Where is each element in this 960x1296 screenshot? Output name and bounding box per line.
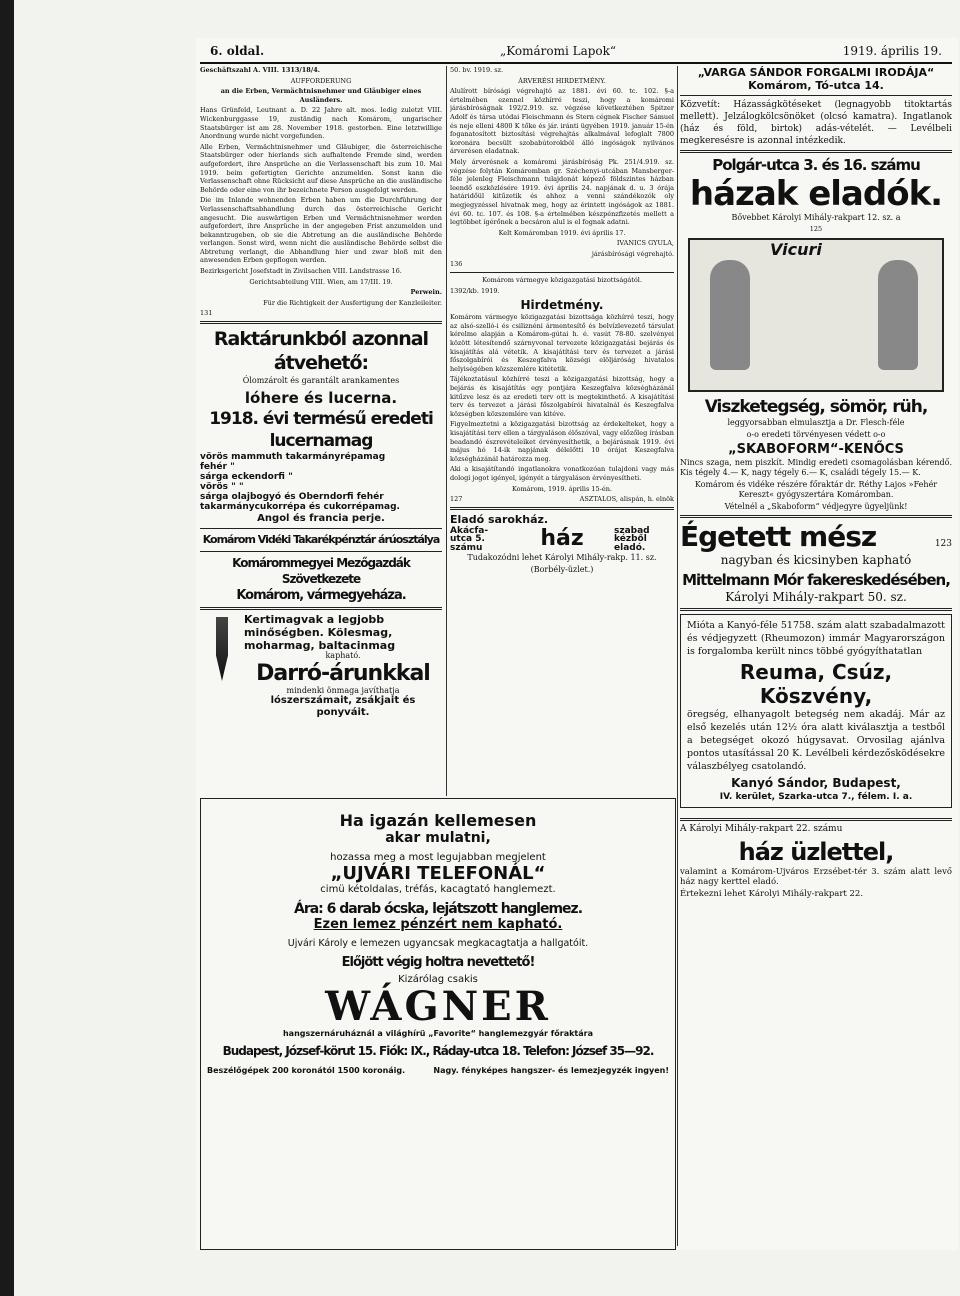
darro-line: lószerszámait, zsákjait és: [270, 695, 416, 707]
lime-ad: [680, 521, 952, 553]
office-address: Komárom, Tó-utca 14.: [748, 79, 884, 92]
wagner-address: Budapest, József-körut 15. Fiók: IX., Ráday-utca 18. Telefon: József 35—92.: [222, 1044, 654, 1058]
record-ad-line: hozassa meg a most legujabban megjelent: [330, 852, 546, 863]
notice-paragraph: Komárom vármegye közigazgatási bizottsága közhírré teszi, hogy az alsó-szelló-i és csiliznéni ármentesítő és belvízlevezető társulat kérelme alapján a Komárom-gútai h. é. vasút 78-80. szelvényei között létesítendő szárnyvonal tervezete közigazgatási bejárás és kisajátítás alá vétetik. A kisajátítási terv és tervezet a járási főszolgabírói és Keszegfalva községi elöljáróság hivatalos helyiségében közszemlére kitétetik.: [450, 313, 674, 373]
spots-text: o-o eredeti törvényesen védett o-o: [746, 429, 886, 439]
seed-row: sárga eckendorfi ": [200, 472, 293, 483]
issue-date: 1919. április 19.: [842, 44, 942, 58]
darro-line: ponyváit.: [316, 707, 370, 719]
notice-title: Hirdetmény.: [520, 298, 604, 313]
lime-firm: Mittelmann Mór fakereskedésében,: [682, 570, 950, 589]
darro-line: kapható.: [325, 651, 361, 661]
notice-paragraph: Figyelmeztetni a közigazgatási bizottság az érdekelteket, hogy a kisajátítási terv ellen a tárgyaláson élőszóval, vagy előzőleg írásban beadandó észrevételeiket érvényesíthetik, a bejárásnak 1919. évi május hó 14-ik napjának délelőtti 10 órájat Keszegfalva községházánál határozza meg.: [450, 420, 674, 463]
column-divider: [677, 66, 678, 1246]
man-figure-icon: [710, 260, 750, 370]
sale-title: Eladó sarokház.: [450, 512, 549, 526]
darro-line: minőségben. Kölesmag,: [244, 626, 393, 640]
rheum-text: Mióta a Kanyó-féle 51758. szám alatt szabadalmazott és védjegyzett (Rheumozon) immár Magyarországon is forgalomba került nincs többé gyógyíthatatlan: [687, 619, 945, 657]
record-ad-footer: [207, 1066, 669, 1075]
lime-text: nagyban és kicsinyben kapható: [720, 552, 912, 567]
rheum-text: öregség, elhanyagolt betegség nem akadáj. Már az első kezelés után 12½ óra alatt kiválasztja a testből a betegséget okozó húgysavat. Orvosilag ajánlva pontos utasítással 20 K. Levélbeli kérdezősködésekre válaszbélyeg csatolandó.: [687, 708, 945, 772]
notice-paragraph: Die im Inlande wohnenden Erben haben um die Durchführung der Verlassenschaftsabhandlung durch das österreichische Gericht angesucht. Die auswärtigen Erben und Vermächtnisnehmer werden aufgefordert, ihre Ansprüche in der angegeben Frist anzumelden und bekanntzugeben, ob sie die Abtretung an die ausländische Behörde verlangen. Sonst wird, wenn nicht die ausländische Behörde selbst die Abtretung verlangt, die Abhandlung hier und zwar bloß mit den anwesenden Erben gepflogen werden.: [200, 196, 442, 265]
notice-number: 131: [200, 309, 213, 318]
column-3: [680, 66, 952, 1246]
seed-ad-coop: Komárommegyei Mezőgazdák Szövetkezete: [232, 556, 410, 587]
page-number: 6. oldal.: [210, 44, 265, 58]
rheumozon-ad: [680, 614, 952, 808]
case-number: Geschäftszahl A. VIII. 1313/18/4.: [200, 66, 320, 74]
skaboform-illustration: [688, 238, 944, 392]
sale-shop: (Borbély-üzlet.): [530, 564, 594, 574]
notice-ref: 1392/kb. 1919.: [450, 286, 500, 295]
ad-number: 123: [934, 538, 952, 549]
spots-text: leggyorsabban elmulasztja a Dr. Flesch-féle: [727, 417, 905, 427]
notice-paragraph: Hans Grünfeld, Leutnant a. D. 22 Jahre alt. mos. ledig zuletzt VIII. Wickenburggasse 19, zuständig nach Komárom, ungarischer Staatsbürger ist am 28. November 1918. gestorben. Eine letztwillige Anordnung wurde nicht vorgefunden.: [200, 106, 442, 141]
darro-name: Darró-árunkkal: [256, 660, 430, 686]
house-shop-headline: ház üzlettel,: [738, 837, 894, 866]
certification: Für die Richtigkeit der Ausfertigung der Kanzleileiter.: [263, 298, 442, 307]
rheum-headline: Reuma, Csúz,: [739, 659, 893, 684]
sale-address: Akácfa-utca 5. számu: [450, 525, 489, 553]
spots-headline: Viszketegség, sömör, rüh,: [704, 396, 928, 417]
column-2: [450, 66, 674, 786]
seed-ad-rye: Angol és francia perje.: [257, 513, 385, 525]
court-name: Bezirksgericht Josefstadt in Zivilsachen VIII. Landstrasse 16.: [200, 267, 402, 276]
seed-ad-city: Komárom, vármegyeháza.: [236, 588, 406, 604]
seed-ad-year: 1918. évi termésű eredeti lucernamag: [209, 409, 433, 452]
office-services: Közvetít: Házasságkötéseket (legnagyobb titoktartás mellett). Jelzálogkölcsönöket (olcsó kamatra). Ingatlanok (ház és föld, birtok) adás-vételét. — Levélbeli megkeresésre is azonnal intézkedik.: [680, 100, 952, 146]
notice-subtitle: an die Erben, Vermächtnisnehmer und Gläubiger eines Ausländers.: [220, 87, 422, 104]
sale-inquiry: Tudakozódni lehet Károlyi Mihály-rakp. 11. sz.: [467, 552, 657, 562]
record-ad-line: akar mulatni,: [385, 830, 491, 846]
page-header: [200, 40, 952, 64]
lime-headline: Égetett mész: [680, 519, 877, 553]
ad-number: 125: [809, 225, 823, 233]
seed-ad-line: Ólomzárolt és garantált arankamentes: [242, 376, 400, 386]
auction-paragraph: Alulírott bírósági végrehajtó az 1881. évi 60. tc. 102. §-a értelmében ezennel közhírré teszi, hogy a komáromi járásbíróságnak 192/2.919. sz. végzése következtében Spitzer Adolf és társa utódai Fleischmann és Stern cégnek Fischer Sámuel és neje elleni 4800 K tőke és jár. iránti ügyében 1919. január 15-én foganatosított biztosítási végrehajtás alkalmával lefoglalt 7800 koronára becsült szobabútorokból álló ingóságok nyilvános árverésen eladatnak.: [450, 87, 674, 156]
seed-ad-bank: Komárom Vidéki Takarékpénztár árúosztálya: [202, 533, 440, 547]
gout-headline: Köszvény,: [759, 683, 873, 708]
book-binding-edge: [0, 0, 14, 1296]
record-ad-line: Ha igazán kellemesen: [339, 811, 537, 830]
notice-paragraph: Tájékoztatásul közhírré teszi a közigazgatási bizottság, hogy a bejárás és kisajátítás egy pontjára Keszegfalva községházánál kitűzve lesz és az eredeti terv ott is megtekinthető. A kisajátítási terv és tervezet a járási főszolgabírói hivatalnál és Keszegfalva községben közszemlére van kitéve.: [450, 375, 674, 418]
seed-row: takarmánycukorrépa és cukorrépamag.: [200, 502, 400, 513]
house-shop-text: valamint a Komárom-Ujváros Erzsébet-tér 3. szám alatt levő ház nagy kerttel eladó.: [680, 866, 952, 887]
record-title: „UJVÁRI TELEFONÁL“: [330, 863, 546, 884]
sale-free: szabad kézből eladó.: [614, 525, 650, 553]
rheum-seller: Kanyó Sándor, Budapest,: [731, 775, 901, 790]
house-shop-text: A Károlyi Mihály-rakpart 22. számu: [680, 823, 843, 834]
darro-line: moharmag, baltacinmag: [244, 639, 396, 653]
spots-text: Komárom és vidéke részére főraktár dr. Réthy Lajos »Fehér Kereszt« gyógyszertára Komáromban.: [694, 479, 938, 499]
auction-number: 50. bv. 1919. sz.: [450, 66, 504, 74]
office-name: „VARGA SÁNDOR FORGALMI IRODÁJA“: [697, 66, 935, 79]
lime-address: Károlyi Mihály-rakpart 50. sz.: [725, 589, 907, 604]
column-divider: [446, 66, 447, 796]
house-more-info: Bővebbet Károlyi Mihály-rakpart 12. sz. a: [731, 213, 901, 222]
seed-row: sárga olajbogyó és Oberndorfi fehér: [200, 492, 384, 503]
seed-row: vörös mammuth takarmányrépamag: [200, 452, 386, 463]
notice-paragraph: Alle Erben, Vermächtnisnehmer und Gläubiger, die österreichische Staatsbürger oder hierlands sich aufhaltende Fremde sind, werden aufgefordert, ihre Ansprüche an die Verlassenschaft bis zum 10. Mai 1919. beim gefertigten Gerichte anzumelden. Sonst kann die Verlassenschaft ohne Rücksicht auf diese Ansprüche an die ausländische Behörde oder eine von ihr bezeichnete Person ausgefolgt werden.: [200, 142, 442, 194]
auction-date: Kelt Komáromban 1919. évi április 17.: [498, 228, 626, 237]
record-ad-line: Kizárólag csakis: [398, 974, 478, 985]
catalog-free: Nagy. fényképes hangszer- és lemezjegyzék ingyen!: [433, 1066, 669, 1075]
darro-line: mindenki önmaga javíthatja: [286, 685, 400, 695]
record-ad-line: cimü kétoldalas, tréfás, kacagtató hanglemezt.: [320, 884, 556, 895]
record-ad-line: hangszernáruháznál a világhírü „Favorite“ hanglemezgyár főraktára: [282, 1029, 593, 1038]
brand-logo: Vicuri: [770, 239, 822, 259]
house-shop-text: Értekezni lehet Károlyi Mihály-rakpart 22.: [680, 888, 864, 899]
record-notice: Ezen lemez pénzért nem kapható.: [313, 917, 563, 932]
spots-text: Vételnél a „Skaboform“ védjegyre ügyeljünk!: [724, 501, 908, 511]
seed-row: vörös " ": [200, 482, 244, 493]
record-ad-line: Előjött végig holtra nevettető!: [341, 955, 535, 970]
auction-paragraph: Mely árverésnek a komáromi járásbíróság Pk. 251/4.919. sz. végzése folytán Komáromban gr. Széchenyi-utcában Mansberger-féle jelenleg Fleischmann tulajdonát képező földszintes házban leendő eszközlésére 1919. évi április 24. napjának d. u. 3 órája határidőül kitűzetik és ahhoz a venni szándékozók oly megjegyzéssel hivatnak meg, hogy az érintett ingóságok az 1881. évi 60. tc. 107. és 108. §-a értelmében készpénzfizetés mellett a legtöbbet ígérőnek a becsáron alul is el fognak adatni.: [450, 157, 674, 227]
notice-date: Komárom, 1919. április 15-én.: [512, 484, 612, 493]
notice-title: AUFFORDERUNG: [290, 76, 352, 85]
seed-ad-headline: Raktárunkból azonnal átvehető:: [213, 328, 429, 375]
pen-icon: [200, 613, 244, 684]
notice-footer: [450, 495, 674, 504]
seed-ad-clover: lóhere és lucerna.: [244, 389, 398, 408]
record-ad-line: Ujvári Károly e lemezen ugyancsak megkacagtatja a hallgatóit.: [287, 938, 589, 949]
skaboform-name: „SKABOFORM“-KENŐCS: [728, 441, 904, 457]
column-1: [200, 66, 442, 796]
notice-agency: Komárom vármegye közigazgatási bizottságától.: [482, 276, 642, 285]
woman-figure-icon: [878, 260, 918, 370]
sale-body: [450, 527, 674, 553]
houses-for-sale: házak eladók.: [689, 174, 943, 214]
wagner-logo: WÁGNER: [325, 983, 551, 1030]
gramophone-price: Beszélőgépek 200 koronától 1500 koronáig.: [207, 1066, 406, 1075]
spots-text: Nincs szaga, nem piszkít. Mindig eredeti csomagolásban kérendő. Kis tégely 4.— K, nagy tégely 6.— K, családi tégely 15.— K.: [680, 457, 952, 477]
auction-role: járásbírósági végrehajtó.: [591, 249, 674, 258]
auction-ref: 136: [450, 260, 463, 269]
auction-signer: IVANICS GYULA,: [616, 239, 674, 248]
judge-name: Perwein.: [410, 288, 442, 297]
seed-row: fehér ": [200, 462, 235, 473]
record-ad: [200, 798, 676, 1250]
record-price: Ára: 6 darab ócska, lejátszott hanglemez.: [293, 901, 583, 917]
sale-house: ház: [540, 526, 584, 552]
darro-ad: [200, 613, 442, 719]
darro-line: Kertimagvak a legjobb: [244, 613, 385, 627]
notice-paragraph: Aki a kisajátítandó ingatlanokra vonatkozóan tulajdoni vagy más dologi jogot igényel, igényét a tárgyaláson érvényesítheti.: [450, 465, 674, 482]
house-street: Polgár-utca 3. és 16. számu: [712, 156, 920, 174]
notice-number: 127: [450, 495, 463, 504]
notice-signer: ASZTALOS, alispán, h. elnök: [579, 495, 674, 504]
paper-title: „Komáromi Lapok“: [500, 44, 617, 58]
court-department: Gerichtsabteilung VIII. Wien, am 17/III. 19.: [249, 277, 393, 286]
rheum-address: IV. kerület, Szarka-utca 7., félem. I. a.: [719, 791, 913, 802]
auction-title: ÁRVERÉSI HIRDETMÉNY.: [518, 76, 606, 85]
